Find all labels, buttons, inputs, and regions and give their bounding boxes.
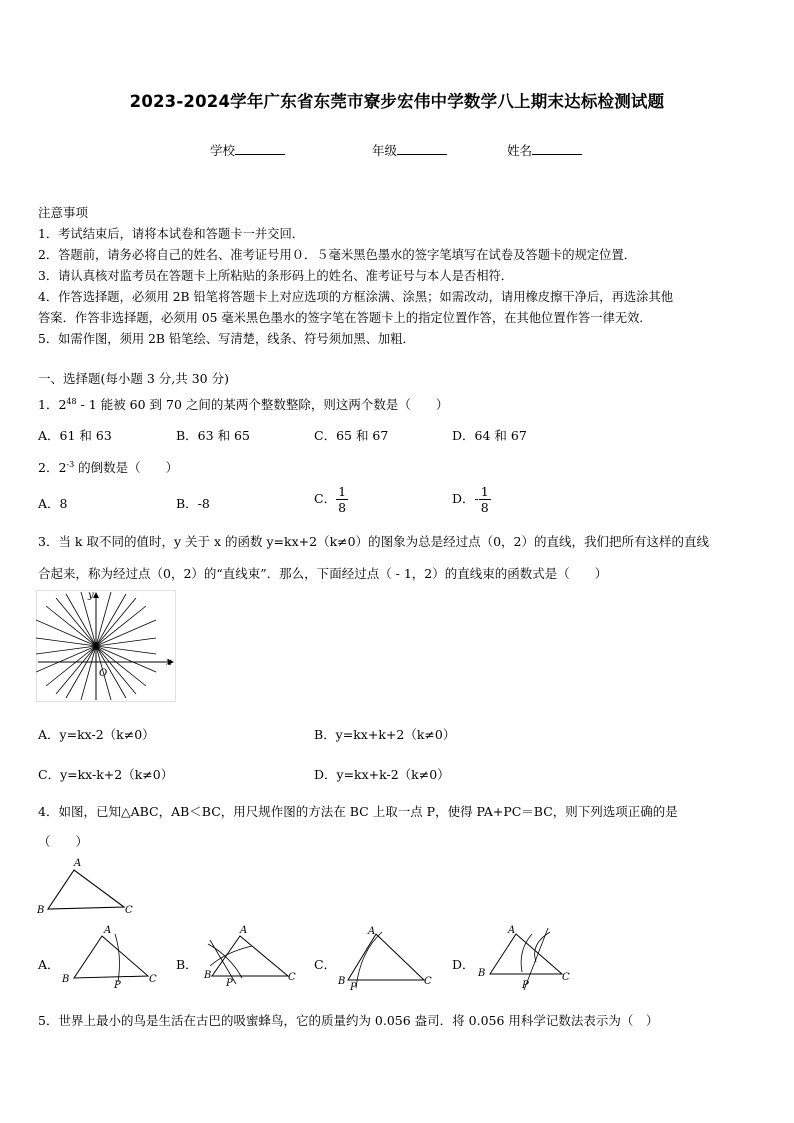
- y-axis-label: y: [88, 590, 94, 601]
- svg-text:A: A: [508, 925, 516, 936]
- q3-option-c[interactable]: C．y=kx-k+2（k≠0）: [38, 767, 174, 782]
- origin-label: O: [99, 668, 108, 679]
- name-field[interactable]: [507, 141, 582, 159]
- q1-option-b[interactable]: B．63 和 65: [176, 428, 250, 443]
- notice-item-2: 2．答题前，请务必将自己的姓名、准考证号用０．５毫米黑色墨水的签字笔填写在试卷及答题卡的规定位置．: [38, 248, 637, 262]
- q3-option-d[interactable]: D．y=kx+k-2（k≠0）: [314, 767, 450, 782]
- svg-text:A: A: [74, 858, 82, 869]
- question-3-line-1: 3．当 k 取不同的值时，y 关于 x 的函数 y=kx+2（k≠0）的图象为总是经过点（0，2）的直线，我们把所有这样的直线: [38, 534, 709, 549]
- svg-text:C: C: [125, 905, 133, 916]
- svg-text:P: P: [114, 980, 121, 990]
- q2-option-d[interactable]: D．- $\frac{1}{8}$: [452, 484, 489, 515]
- notice-item-5: 5．如需作图，须用 2B 铅笔绘、写清楚，线条、符号须加黑、加粗．: [38, 332, 415, 346]
- svg-text:B: B: [37, 905, 45, 916]
- q4-option-b[interactable]: B．: [176, 957, 198, 972]
- q1-option-a[interactable]: A．61 和 63: [38, 428, 112, 443]
- notice-item-4-cont: 答案．作答非选择题，必须用 05 毫米黑色墨水的签字笔在答题卡上的指定位置作答，在其他位置作答一律无效．: [38, 311, 652, 325]
- notice-item-1: 1．考试结束后，请将本试卷和答题卡一并交回．: [38, 227, 305, 241]
- q2-option-b[interactable]: B．-8: [176, 496, 210, 511]
- notice-item-3: 3．请认真核对监考员在答题卡上所粘贴的条形码上的姓名、准考证号与本人是否相符．: [38, 269, 514, 283]
- school-blank[interactable]: [235, 142, 285, 155]
- school-label: 学校: [210, 143, 236, 158]
- svg-text:A: A: [240, 925, 248, 936]
- q3-option-b[interactable]: B．y=kx+k+2（k≠0）: [314, 727, 456, 742]
- svg-text:C: C: [288, 972, 296, 983]
- q2-option-a[interactable]: A．8: [38, 496, 68, 511]
- page-title: 2023-2024学年广东省东莞市寮步宏伟中学数学八上期末达标检测试题: [129, 92, 665, 111]
- svg-text:P: P: [522, 980, 529, 990]
- q4-option-a[interactable]: A．: [38, 957, 60, 972]
- svg-text:B: B: [338, 976, 346, 987]
- q4-option-a-figure: [60, 922, 160, 990]
- x-axis-label: x: [166, 657, 172, 668]
- grade-field[interactable]: [372, 141, 447, 159]
- svg-text:C: C: [424, 976, 432, 987]
- name-blank[interactable]: [532, 142, 582, 155]
- q4-option-c-figure: [336, 922, 440, 990]
- question-5: 5．世界上最小的鸟是生活在古巴的吸蜜蜂鸟，它的质量约为 0.056 盎司．将 0.056 用科学记数法表示为（ ）: [38, 1013, 659, 1028]
- grade-blank[interactable]: [397, 142, 447, 155]
- q4-option-d[interactable]: D．: [452, 957, 475, 972]
- q1-option-d[interactable]: D．64 和 67: [452, 428, 527, 443]
- svg-text:B: B: [478, 968, 486, 979]
- svg-text:A: A: [104, 925, 112, 936]
- school-field[interactable]: [210, 141, 285, 159]
- notice-heading: 注意事项: [38, 205, 89, 220]
- question-2: 2．$2^{-3}$ 的倒数是（ ）: [38, 459, 179, 475]
- fraction-one-eighth: $\frac{1}{8}$: [480, 484, 489, 515]
- q1-option-c[interactable]: C．65 和 67: [314, 428, 389, 443]
- svg-text:B: B: [62, 974, 70, 985]
- question-1: 1．$2^{48} - 1$ 能被 60 到 70 之间的某两个整数整除，则这两个数是（ ）: [38, 396, 449, 412]
- q4-option-c[interactable]: C．: [314, 957, 337, 972]
- svg-text:C: C: [149, 974, 157, 985]
- svg-text:B: B: [204, 970, 212, 981]
- notice-item-4: 4．作答选择题，必须用 2B 铅笔将答题卡上对应选项的方框涂满、涂黑；如需改动，请用橡皮擦干净后，再选涂其他: [38, 290, 674, 304]
- grade-label: 年级: [372, 143, 398, 158]
- line-bundle-figure: [36, 590, 176, 702]
- svg-text:P: P: [226, 978, 233, 989]
- fraction-one-eighth: $\frac{1}{8}$: [338, 484, 347, 515]
- q2-option-c[interactable]: C． $\frac{1}{8}$: [314, 484, 347, 515]
- name-label: 姓名: [507, 143, 533, 158]
- triangle-abc-figure: [36, 855, 136, 917]
- q3-option-a[interactable]: A．y=kx-2（k≠0）: [38, 727, 155, 742]
- q4-option-d-figure: [476, 922, 580, 990]
- q4-option-b-figure: [196, 922, 300, 990]
- svg-text:P: P: [350, 982, 357, 990]
- svg-text:A: A: [368, 926, 376, 937]
- question-3-line-2: 合起来，称为经过点（0，2）的“直线束”．那么，下面经过点（ - 1，2）的直线束的函数式是（ ）: [38, 566, 608, 581]
- svg-text:C: C: [562, 972, 570, 983]
- section-heading: 一、选择题(每小题 3 分,共 30 分): [38, 371, 229, 386]
- question-4-line-1: 4．如图，已知△ABC，AB＜BC，用尺规作图的方法在 BC 上取一点 P，使得 PA+PC＝BC，则下列选项正确的是: [38, 804, 678, 819]
- question-4-line-2: （ ）: [38, 834, 89, 849]
